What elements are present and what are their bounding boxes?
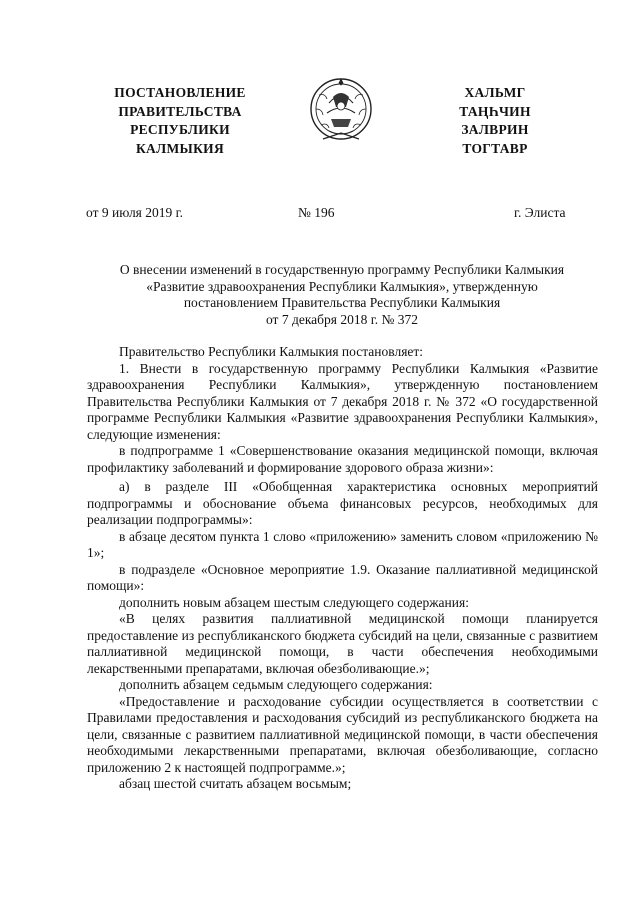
title-line: «Развитие здравоохранения Республики Калмыкия», утвержденную <box>146 278 538 294</box>
body-paragraph: дополнить новым абзацем шестым следующего содержания: <box>119 594 469 610</box>
body-paragraph: а) в разделе III «Обобщенная характеристика основных мероприятий подпрограммы и обоснование объема финансовых ресурсов, необходимых для реализации подпрограммы»: <box>87 479 598 527</box>
header-ru-line: РЕСПУБЛИКИ <box>130 122 230 137</box>
body-paragraph: 1. Внести в государственную программу Республики Калмыкия «Развитие здравоохранения Республики Калмыкия», утвержденную постановлением Правительства Республики Калмыкия от 7 декабря 2018 г. № 372 «О государственной программе Республики Калмыкия «Развитие здравоохранения Республики Калмыкия», следующие изменения: <box>87 360 598 442</box>
body-paragraph: «Предоставление и расходование субсидии осуществляется в соответствии с Правилами предоставления и расходования субсидий из республиканского бюджета на цели, связанные с развитием паллиативной медицинской помощи, в части обеспечения необходимыми лекарственными препаратами, включая обезболивающие, согласно приложению 2 к настоящей подпрограмме.»; <box>87 693 598 775</box>
document-date: от 9 июля 2019 г. <box>86 205 184 220</box>
title-line: от 7 декабря 2018 г. № 372 <box>265 311 419 327</box>
document-city: г. Элиста <box>514 205 566 220</box>
header-ru-line: ПРАВИТЕЛЬСТВА <box>118 103 242 119</box>
header-ru <box>80 84 280 158</box>
header-ru-line: КАЛМЫКИЯ <box>135 140 225 156</box>
body-paragraph: в подразделе «Основное мероприятие 1.9. Оказание паллиативной медицинской помощи»: <box>87 561 598 593</box>
body-paragraph: Правительство Республики Калмыкия постановляет: <box>119 344 424 359</box>
title-line: постановлением Правительства Республики Калмыкия <box>183 295 501 310</box>
body-paragraph: абзац шестой считать абзацем восьмым; <box>119 776 352 791</box>
document-number: № 196 <box>298 205 335 220</box>
header-xal-line: ХАЛЬМГ <box>464 85 526 100</box>
title-line: О внесении изменений в государственную программу Республики Калмыкия <box>119 262 565 277</box>
body-paragraph: дополнить абзацем седьмым следующего содержания: <box>119 677 433 692</box>
header-xal-line: ТОГТАВР <box>462 140 528 156</box>
document-body <box>87 344 598 793</box>
header-ru-line: ПОСТАНОВЛЕНИЕ <box>114 85 246 100</box>
body-paragraph: «В целях развития паллиативной медицинской помощи планируется предоставление из республиканского бюджета субсидий на цели, связанные с развитием паллиативной медицинской помощи, в части обеспечения необходимыми лекарственными препаратами, включая обезболивающие.»; <box>87 611 598 676</box>
kalmykia-coat-of-arms-icon <box>307 73 375 145</box>
header-xal <box>440 84 550 158</box>
header-xal-line: ТАҢҺЧИН <box>459 103 531 119</box>
header-xal-line: ЗАЛВРИН <box>461 122 529 137</box>
body-paragraph: в подпрограмме 1 «Совершенствование оказания медицинской помощи, включая профилактику заболеваний и формирование здорового образа жизни»: <box>87 443 598 475</box>
document-title <box>86 262 598 328</box>
body-paragraph: в абзаце десятом пункта 1 слово «приложению» заменить словом «приложению № 1»; <box>87 528 598 560</box>
